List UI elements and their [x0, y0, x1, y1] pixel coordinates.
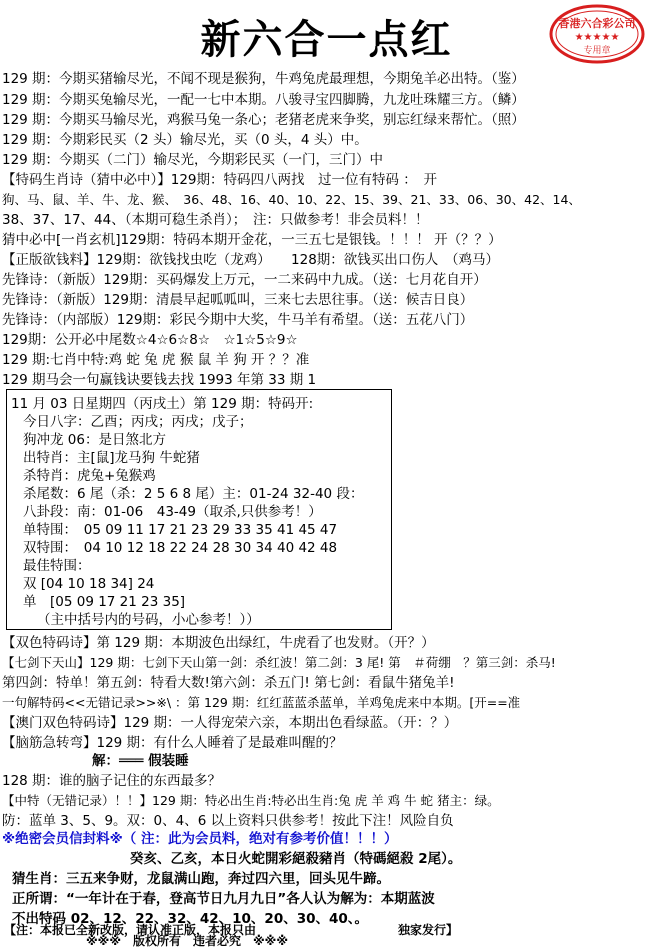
- text-line: 狗、马、鼠、羊、牛、龙、猴、 36、48、16、40、10、22、15、39、21、33、06、30、42、14、: [2, 192, 581, 207]
- svg-text:香港六合彩公司: 香港六合彩公司: [558, 17, 636, 30]
- text-line: 129 期：今期买兔输尽光，一配一七中本期。八骏寻宝四脚腾，九龙吐珠耀三方。（鳞）: [2, 92, 525, 108]
- notice-right: 独家发行】: [398, 923, 459, 937]
- box-line: 11 月 03 日星期四（丙戌土）第 129 期：特码开:: [11, 396, 314, 412]
- text-line: 先锋诗：（新版）129期：买码爆发上万元，一二来码中九成。（送：七月花自开）: [2, 272, 487, 288]
- text-line: 【七剑下天山】129 期：七剑下天山第一剑：杀红波！第二剑：3 尾! 第 ＃荷绷 ？第三剑：杀马!: [2, 655, 556, 670]
- text-line: 猜中必中[一肖玄机]129期：特码本期开金花，一三五七是银钱。！！！ 开（？？）: [2, 232, 502, 248]
- text-line: 129 期：今期彩民买（2 头）输尽光，买（0 头，4 头）中。: [2, 132, 368, 148]
- text-line: 【澳门双色特码诗】129 期：一人得宠荣六亲，本期出色看绿蓝。（开：？）: [2, 715, 458, 731]
- text-line: 防：蓝单 3、5、9。双：0、4、6 以上资料只供参考！按此下注！风险自负: [2, 813, 454, 829]
- box-line: 杀尾数：6 尾（杀：2 5 6 8 尾）主：01-24 32-40 段：: [23, 486, 364, 502]
- box-line: 双特围： 04 10 12 18 22 24 28 30 34 40 42 48: [23, 540, 338, 556]
- text-line: 129期：公开必中尾数☆4☆6☆8☆ ☆1☆5☆9☆: [2, 332, 298, 348]
- vip-notice: ※绝密会员信封料※（ 注：此为会员料，绝对有参考价值！！！）: [2, 831, 398, 847]
- text-line: 129 期：今期买马输尽光，鸡猴马兔一条心；老猪老虎来争奖，别忘红绿来帮忙。（照）: [2, 112, 525, 128]
- page-title: 新六合一点红: [200, 16, 453, 63]
- box-line: 单特围： 05 09 11 17 21 23 29 33 35 41 45 47: [23, 522, 338, 538]
- box-line: （主中括号内的号码，小心参考！））: [37, 612, 260, 628]
- text-line: 38、37、17、44、（本期可稳生杀肖）； 注：只做参考！非会员料！！: [2, 212, 429, 228]
- text-line: 129 期马会一句赢钱诀要钱去找 1993 年第 33 期 1: [2, 372, 317, 388]
- poem-line: 不出特码 02、12、22、32、42、10、20、30、40、。: [12, 911, 369, 927]
- text-line: 先锋诗：（新版）129期：清晨早起呱呱叫，三来七去思往事。（送：候吉日良）: [2, 292, 474, 308]
- text-line: 【脑筋急转弯】129 期：有什么人睡着了是最难叫醒的？: [2, 735, 343, 751]
- text-line: 【特码生肖诗（猜中必中）】129期：特码四八两找 过一位有特码 ： 开: [2, 172, 438, 188]
- text-line: 【正版欲钱料】129期：欲钱找虫吃（龙鸡） 128期：欲钱买出口伤人 （鸡马）: [2, 252, 500, 268]
- text-line: 129 期：今期买（二门）输尽光，今期彩民买（一门，三门）中: [2, 152, 384, 168]
- poem-line: 正所谓：“一年计在于春，登高节日九月九日”各人认为解为：本期蓝波: [12, 891, 435, 907]
- svg-text:★★★★★: ★★★★★: [574, 32, 620, 43]
- box-line: 双 [04 10 18 34] 24: [23, 576, 155, 592]
- text-line: 128 期：谁的脑子记住的东西最多？: [2, 773, 222, 789]
- poem-line: 癸亥、乙亥，本日火蛇開彩絕殺豬肖（特碼絕殺 2尾）。: [130, 851, 462, 867]
- riddle-answer: 解：═══ 假装睡: [92, 753, 189, 769]
- poem-line: 猜生肖：三五来争财，龙鼠满山跑，奔过四六里，回头见牛蹄。: [12, 871, 390, 887]
- text-line: 129 期：今期买猪输尽光，不闻不现是猴狗，牛鸡兔虎最理想，今期兔羊必出特。（鉴）: [2, 71, 525, 87]
- box-line: 狗冲龙 06：是日煞北方: [23, 432, 166, 448]
- box-line: 出特肖：主[鼠]龙马狗 牛蛇猪: [23, 450, 200, 466]
- box-line: 杀特肖：虎兔+兔猴鸡: [23, 468, 156, 484]
- box-line: 最佳特围：: [23, 558, 91, 574]
- svg-text:专用章: 专用章: [583, 46, 611, 56]
- box-line: 单 [05 09 17 21 23 35]: [23, 594, 186, 610]
- text-line: 一句解特码<<无错记录>>※\ ：第 129 期：红红蓝蓝杀蓝单，羊鸡兔虎来中本期。[开==准: [2, 695, 521, 710]
- box-line: 八卦段：南：01-06 43-49（取杀,只供参考！）: [23, 504, 322, 520]
- notice-left: 【注：本报已全新改版，请认准正版，本报只由: [4, 923, 257, 937]
- text-line: 129 期:七肖中特:鸡 蛇 兔 虎 猴 鼠 羊 狗 开 ？？准: [2, 352, 310, 368]
- text-line: 【双色特码诗】第 129 期：本期波色出绿红，牛虎看了也发财。（开？）: [2, 635, 435, 651]
- text-line: 先锋诗：（内部版）129期：彩民今期中大奖，牛马羊有希望。（送：五花八门）: [2, 312, 474, 328]
- box-line: 今日八字：乙酉；丙戌；丙戌；戊子；: [23, 414, 253, 430]
- company-stamp: [548, 3, 646, 65]
- text-line: 第四剑：特单！第五剑：特看大数!第六剑：杀五门! 第七剑：看鼠牛猪兔羊!: [2, 675, 455, 691]
- copyright: ※※※ 版权所有 违者必究 ※※※: [86, 934, 288, 948]
- daily-info-box: [6, 389, 392, 630]
- text-line: 【中特（无错记录）！！】129 期：特必出生肖:特必出生肖:兔 虎 羊 鸡 牛 蛇 猪主：绿。: [2, 793, 500, 808]
